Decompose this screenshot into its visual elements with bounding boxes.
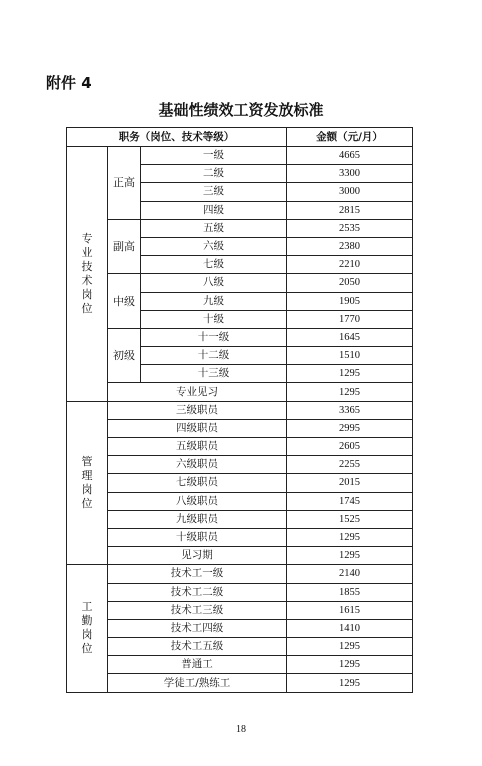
row-label: 九级 (141, 292, 287, 310)
table-row (67, 474, 413, 492)
category-label: 工勤岗位 (81, 600, 93, 656)
row-amount: 1410 (287, 619, 413, 637)
table-row (67, 383, 413, 401)
group-label: 中级 (108, 274, 141, 329)
row-label: 学徒工/熟练工 (108, 674, 287, 692)
row-amount: 1770 (287, 310, 413, 328)
row-amount: 2815 (287, 201, 413, 219)
table-row (67, 638, 413, 656)
category-professional (67, 147, 108, 402)
row-label: 技术工五级 (108, 638, 287, 656)
category-label: 专业技术岗位 (81, 231, 93, 315)
table-row (67, 147, 413, 165)
row-amount: 4665 (287, 147, 413, 165)
table-header-row (67, 128, 413, 147)
salary-standard-table (66, 127, 413, 693)
table-row (67, 274, 413, 292)
row-amount: 1855 (287, 583, 413, 601)
table-row (67, 583, 413, 601)
table-row (67, 619, 413, 637)
header-amount: 金额（元/月） (287, 128, 413, 147)
row-label: 二级 (141, 165, 287, 183)
attachment-label: 附件 4 (46, 74, 92, 92)
row-amount: 3365 (287, 401, 413, 419)
row-label: 四级职员 (108, 419, 287, 437)
row-label: 一级 (141, 147, 287, 165)
row-label: 三级 (141, 183, 287, 201)
category-service (67, 565, 108, 692)
table-row (67, 565, 413, 583)
row-amount: 1525 (287, 510, 413, 528)
row-label: 技术工四级 (108, 619, 287, 637)
row-amount: 1510 (287, 347, 413, 365)
row-amount: 1645 (287, 328, 413, 346)
row-label: 十级职员 (108, 528, 287, 546)
row-label: 七级 (141, 256, 287, 274)
row-amount: 1295 (287, 547, 413, 565)
row-amount: 2210 (287, 256, 413, 274)
row-amount: 3000 (287, 183, 413, 201)
group-label: 初级 (108, 328, 141, 383)
row-label: 普通工 (108, 656, 287, 674)
table-row (67, 510, 413, 528)
row-label: 十二级 (141, 347, 287, 365)
row-amount: 2015 (287, 474, 413, 492)
row-label: 五级 (141, 219, 287, 237)
row-label: 四级 (141, 201, 287, 219)
page-number: 18 (236, 724, 246, 735)
document-title: 基础性绩效工资发放标准 (158, 101, 324, 119)
table-row (67, 419, 413, 437)
row-label: 十一级 (141, 328, 287, 346)
table-row (67, 528, 413, 546)
row-label: 七级职员 (108, 474, 287, 492)
row-amount: 2380 (287, 237, 413, 255)
table-row (67, 401, 413, 419)
group-label: 正高 (108, 147, 141, 220)
row-amount: 2995 (287, 419, 413, 437)
table-row (67, 328, 413, 346)
row-label: 六级 (141, 237, 287, 255)
row-label: 技术工一级 (108, 565, 287, 583)
row-label: 六级职员 (108, 456, 287, 474)
row-label: 技术工二级 (108, 583, 287, 601)
row-label: 见习期 (108, 547, 287, 565)
row-label: 八级 (141, 274, 287, 292)
category-label: 管理岗位 (81, 454, 93, 510)
row-label: 十级 (141, 310, 287, 328)
category-management (67, 401, 108, 565)
row-amount: 1745 (287, 492, 413, 510)
row-amount: 1295 (287, 528, 413, 546)
table-row (67, 456, 413, 474)
row-amount: 1295 (287, 638, 413, 656)
table-row (67, 547, 413, 565)
row-amount: 2140 (287, 565, 413, 583)
table-row (67, 492, 413, 510)
table-row (67, 601, 413, 619)
table-row (67, 219, 413, 237)
row-amount: 2605 (287, 438, 413, 456)
row-label: 十三级 (141, 365, 287, 383)
row-amount: 2050 (287, 274, 413, 292)
row-amount: 2535 (287, 219, 413, 237)
table-row (67, 438, 413, 456)
row-amount: 1905 (287, 292, 413, 310)
row-label: 技术工三级 (108, 601, 287, 619)
row-label: 五级职员 (108, 438, 287, 456)
row-amount: 1295 (287, 674, 413, 692)
row-amount: 1295 (287, 365, 413, 383)
row-label: 八级职员 (108, 492, 287, 510)
group-label: 副高 (108, 219, 141, 274)
row-amount: 3300 (287, 165, 413, 183)
row-label: 九级职员 (108, 510, 287, 528)
row-amount: 2255 (287, 456, 413, 474)
table-row (67, 656, 413, 674)
row-amount: 1295 (287, 656, 413, 674)
table-row (67, 674, 413, 692)
row-label: 专业见习 (108, 383, 287, 401)
row-label: 三级职员 (108, 401, 287, 419)
row-amount: 1615 (287, 601, 413, 619)
row-amount: 1295 (287, 383, 413, 401)
header-post: 职务（岗位、技术等级） (67, 128, 287, 147)
